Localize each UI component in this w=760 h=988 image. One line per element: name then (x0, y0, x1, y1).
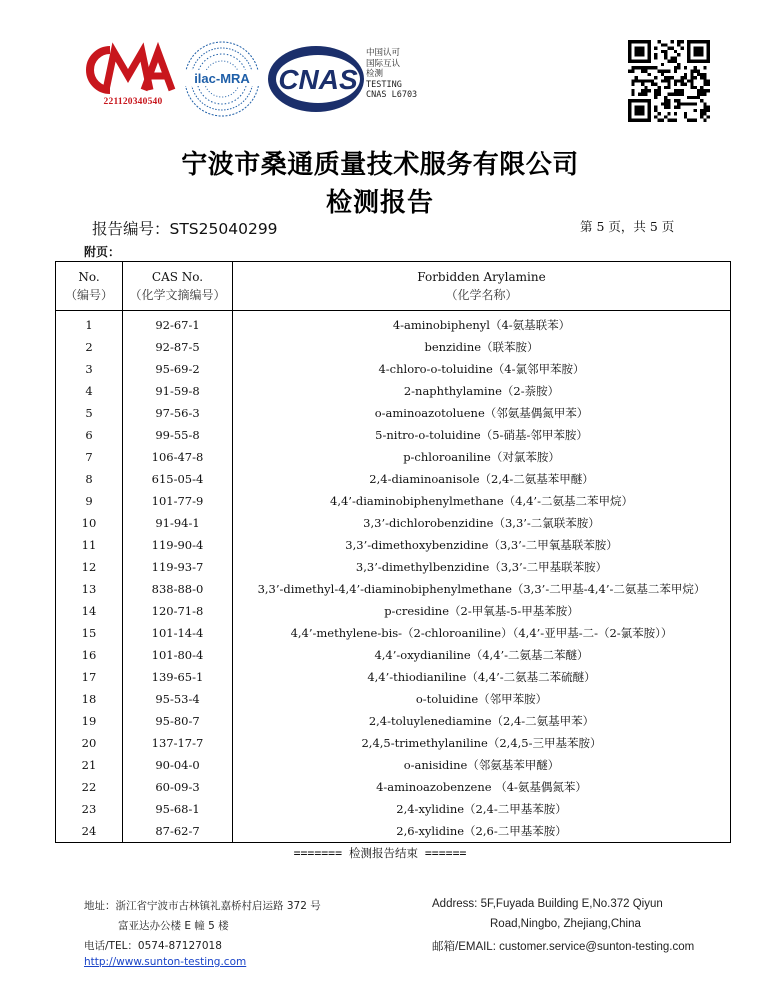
table-row (56, 534, 731, 556)
chemical-name-cell: p-cresidine（2-甲氧基-5-甲基苯胺） (384, 604, 579, 618)
table-row (56, 600, 731, 622)
table-row (56, 424, 731, 446)
cas-number-cell: 119-90-4 (123, 534, 233, 556)
chemical-name-cell: 4,4’-diaminobiphenylmethane（4,4’-二氨基二苯甲烷） (330, 494, 633, 508)
row-number-cell: 8 (56, 468, 123, 490)
website-link[interactable]: http://www.sunton-testing.com (84, 956, 247, 968)
chemical-name-cell: o-anisidine（邻氨基苯甲醚） (403, 758, 560, 772)
cas-number-cell: 139-65-1 (123, 666, 233, 688)
header-no-main: No. (78, 270, 100, 284)
chemical-name-cell: 4,4’-methylene-bis-（2-chloroaniline）（4,4’-亚甲基-二-（2-氯苯胺）） (290, 626, 673, 640)
table-header-row (56, 262, 731, 311)
row-number-cell: 10 (56, 512, 123, 534)
chemical-name-cell: p-chloroaniline（对氯苯胺） (403, 450, 560, 464)
table-row (56, 446, 731, 468)
table-row (56, 732, 731, 754)
cas-number-cell: 106-47-8 (123, 446, 233, 468)
appendix-label: 附页： (84, 245, 121, 259)
row-number-cell: 18 (56, 688, 123, 710)
table-row (56, 710, 731, 732)
cnas-line: 国际互认 (366, 58, 401, 69)
chemical-name-cell: 2-naphthylamine（2-萘胺） (403, 384, 560, 398)
table-row (56, 776, 731, 798)
arylamine-table (55, 261, 731, 843)
cas-number-cell: 91-59-8 (123, 380, 233, 402)
table-row (56, 622, 731, 644)
chemical-name-cell: o-aminoazotoluene（邻氨基偶氮甲苯） (374, 406, 589, 420)
row-number-cell: 12 (56, 556, 123, 578)
address-cn-line-2: 富亚达办公楼 E 幢 5 楼 (118, 920, 229, 932)
row-number-cell: 15 (56, 622, 123, 644)
table-row (56, 380, 731, 402)
row-number-cell: 6 (56, 424, 123, 446)
chemical-name-cell: benzidine（联苯胺） (424, 340, 539, 354)
chemical-name-cell: 4,4’-thiodianiline（4,4’-二氨基二苯硫醚） (367, 670, 596, 684)
cas-number-cell: 90-04-0 (123, 754, 233, 776)
row-number-cell: 22 (56, 776, 123, 798)
table-row (56, 468, 731, 490)
chemical-name-cell: 2,6-xylidine（2,6-二甲基苯胺） (396, 824, 567, 838)
telephone: 电话/TEL：0574-87127018 (84, 940, 222, 952)
table-row (56, 490, 731, 512)
cnas-line: TESTING (366, 79, 402, 90)
table-row (56, 754, 731, 776)
row-number-cell: 24 (56, 820, 123, 843)
cas-number-cell: 119-93-7 (123, 556, 233, 578)
table-row (56, 820, 731, 843)
ilac-mra-logo (182, 40, 262, 118)
row-number-cell: 20 (56, 732, 123, 754)
row-number-cell: 1 (56, 311, 123, 337)
header-cas-main: CAS No. (151, 270, 204, 284)
chemical-name-cell: 4,4’-oxydianiline（4,4’-二氨基二苯醚） (374, 648, 589, 662)
page-info: 第 5 页，共 5 页 (580, 219, 675, 234)
report-number: 报告编号：STS25040299 (92, 220, 278, 238)
cas-number-cell: 87-62-7 (123, 820, 233, 843)
header-name-main: Forbidden Arylamine (417, 270, 546, 284)
cas-number-cell: 95-53-4 (123, 688, 233, 710)
row-number-cell: 3 (56, 358, 123, 380)
header-no (56, 262, 123, 311)
table-row (56, 358, 731, 380)
chemical-name-cell: 2,4-xylidine（2,4-二甲基苯胺） (396, 802, 567, 816)
row-number-cell: 19 (56, 710, 123, 732)
cnas-accreditation-text (366, 48, 417, 101)
cma-certificate-number: 221120340540 (103, 97, 163, 107)
table-body (56, 311, 731, 843)
table-row (56, 688, 731, 710)
table-row (56, 336, 731, 358)
table-row (56, 666, 731, 688)
cas-number-cell: 101-77-9 (123, 490, 233, 512)
table-row (56, 402, 731, 424)
cas-number-cell: 95-80-7 (123, 710, 233, 732)
chemical-name-cell: 3,3’-dichlorobenzidine（3,3’-二氯联苯胺） (363, 516, 600, 530)
cas-number-cell: 838-88-0 (123, 578, 233, 600)
cnas-line: 检测 (366, 69, 384, 79)
cas-number-cell: 95-68-1 (123, 798, 233, 820)
report-end-line: ======= 检测报告结束 ====== (293, 846, 467, 860)
row-number-cell: 7 (56, 446, 123, 468)
cnas-logo (266, 44, 366, 114)
cas-number-cell: 91-94-1 (123, 512, 233, 534)
chemical-name-cell: 4-chloro-o-toluidine（4-氯邻甲苯胺） (378, 362, 585, 376)
qr-code (628, 40, 710, 122)
address-en-line-1: Address: 5F,Fuyada Building E,No.372 Qiyun (432, 898, 663, 910)
table-row (56, 644, 731, 666)
row-number-cell: 21 (56, 754, 123, 776)
cas-number-cell: 92-67-1 (123, 311, 233, 337)
table-row (56, 798, 731, 820)
row-number-cell: 5 (56, 402, 123, 424)
address-en-line-2: Road,Ningbo, Zhejiang,China (490, 918, 641, 930)
chemical-name-cell: 2,4,5-trimethylaniline（2,4,5-三甲基苯胺） (361, 736, 602, 750)
header-name (233, 262, 731, 311)
cas-number-cell: 120-71-8 (123, 600, 233, 622)
cas-number-cell: 99-55-8 (123, 424, 233, 446)
row-number-cell: 13 (56, 578, 123, 600)
row-number-cell: 16 (56, 644, 123, 666)
row-number-cell: 23 (56, 798, 123, 820)
chemical-name-cell: 5-nitro-o-toluidine（5-硝基-邻甲苯胺） (375, 428, 588, 442)
cas-number-cell: 137-17-7 (123, 732, 233, 754)
table-row (56, 578, 731, 600)
cnas-text: CNAS (278, 64, 358, 95)
row-number-cell: 2 (56, 336, 123, 358)
cas-number-cell: 92-87-5 (123, 336, 233, 358)
table-row (56, 311, 731, 337)
cas-number-cell: 60-09-3 (123, 776, 233, 798)
chemical-name-cell: 3,3’-dimethyl-4,4’-diaminobiphenylmethane（3,3’-二甲基-4,4’-二氨基二苯甲烷） (257, 582, 706, 596)
cas-number-cell: 95-69-2 (123, 358, 233, 380)
header-no-sub: （编号） (64, 288, 113, 302)
chemical-name-cell: 2,4-diaminoanisole（2,4-二氨基苯甲醚） (369, 472, 594, 486)
chemical-name-cell: 3,3’-dimethylbenzidine（3,3’-二甲基联苯胺） (355, 560, 608, 574)
cas-number-cell: 101-14-4 (123, 622, 233, 644)
cas-number-cell: 101-80-4 (123, 644, 233, 666)
chemical-name-cell: 4-aminoazobenzene （4-氨基偶氮苯） (376, 780, 587, 794)
row-number-cell: 17 (56, 666, 123, 688)
cas-number-cell: 97-56-3 (123, 402, 233, 424)
table-row (56, 512, 731, 534)
chemical-name-cell: 4-aminobiphenyl（4-氨基联苯） (392, 318, 571, 332)
row-number-cell: 9 (56, 490, 123, 512)
header-name-sub: （化学名称） (445, 288, 518, 302)
ilac-text: ilac-MRA (194, 71, 250, 86)
cas-number-cell: 615-05-4 (123, 468, 233, 490)
header-cas (123, 262, 233, 311)
email: 邮箱/EMAIL: customer.service@sunton-testing.com (432, 941, 695, 953)
cnas-line: 中国认可 (366, 48, 401, 58)
chemical-name-cell: 2,4-toluylenediamine（2,4-二氨基甲苯） (368, 714, 595, 728)
cnas-line: CNAS L6703 (366, 90, 418, 100)
report-title: 检测报告 (325, 188, 434, 218)
address-cn-line-1: 地址：浙江省宁波市古林镇礼嘉桥村启运路 372 号 (84, 900, 321, 912)
row-number-cell: 11 (56, 534, 123, 556)
row-number-cell: 4 (56, 380, 123, 402)
chemical-name-cell: 3,3’-dimethoxybenzidine（3,3’-二甲氧基联苯胺） (345, 538, 618, 552)
table-row (56, 556, 731, 578)
header-cas-sub: （化学文摘编号） (129, 288, 226, 302)
chemical-name-cell: o-toluidine（邻甲苯胺） (415, 692, 548, 706)
row-number-cell: 14 (56, 600, 123, 622)
company-title: 宁波市桑通质量技术服务有限公司 (181, 150, 579, 180)
